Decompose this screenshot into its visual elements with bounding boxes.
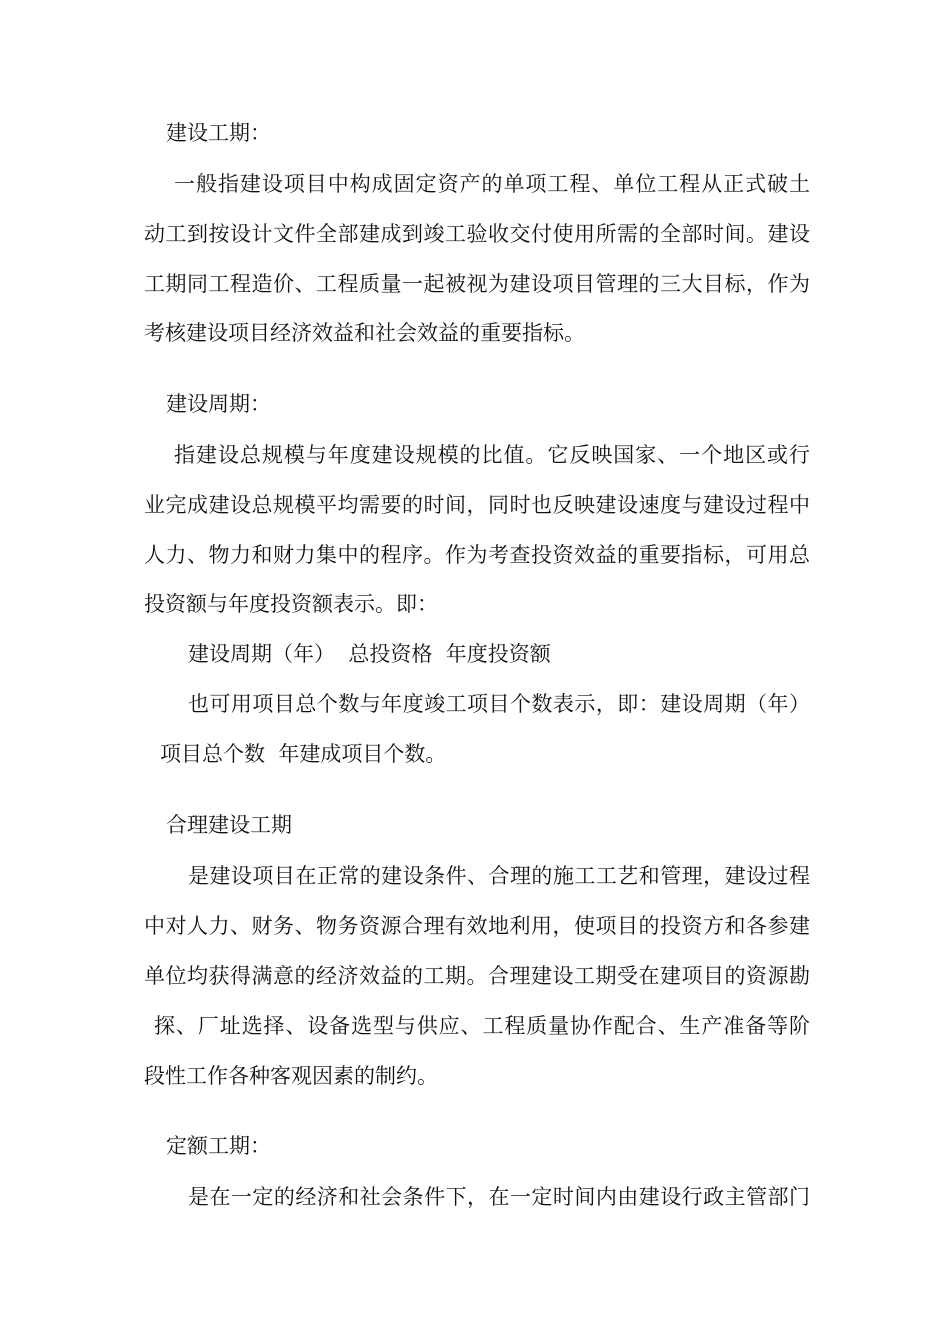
paragraph-line: 业完成建设总规模平均需要的时间，同时也反映建设速度与建设过程中 xyxy=(144,493,810,517)
paragraph-line: 也可用项目总个数与年度竣工项目个数表示，即：建设周期（年） xyxy=(188,692,810,716)
paragraph-line: 投资额与年度投资额表示。即： xyxy=(144,592,438,616)
paragraph-line: 探、厂址选择、设备选型与供应、工程质量协作配合、生产准备等阶 xyxy=(154,1014,810,1038)
paragraph-line: 工期同工程造价、工程质量一起被视为建设项目管理的三大目标，作为 xyxy=(144,272,810,296)
section-heading-quota-period: 定额工期： xyxy=(166,1134,271,1158)
formula-line: 项目总个数 年建成项目个数。 xyxy=(160,742,447,766)
paragraph-line: 一般指建设项目中构成固定资产的单项工程、单位工程从正式破土 xyxy=(174,172,810,196)
paragraph-line: 考核建设项目经济效益和社会效益的重要指标。 xyxy=(144,321,585,345)
paragraph-line: 动工到按设计文件全部建成到竣工验收交付使用所需的全部时间。建设 xyxy=(144,222,810,246)
paragraph-line: 指建设总规模与年度建设规模的比值。它反映国家、一个地区或行 xyxy=(174,443,810,467)
section-heading-construction-period: 建设工期： xyxy=(166,121,271,145)
section-heading-reasonable-period: 合理建设工期 xyxy=(166,813,292,837)
paragraph-line: 段性工作各种客观因素的制约。 xyxy=(144,1064,438,1088)
section-heading-construction-cycle: 建设周期： xyxy=(166,392,271,416)
paragraph-line: 是建设项目在正常的建设条件、合理的施工工艺和管理，建设过程 xyxy=(188,864,810,888)
paragraph-line: 中对人力、财务、物务资源合理有效地利用，使项目的投资方和各参建 xyxy=(144,914,810,938)
paragraph-line: 是在一定的经济和社会条件下，在一定时间内由建设行政主管部门 xyxy=(188,1185,810,1209)
paragraph-line: 人力、物力和财力集中的程序。作为考查投资效益的重要指标，可用总 xyxy=(144,543,810,567)
formula-line: 建设周期（年） 总投资格 年度投资额 xyxy=(188,642,551,666)
paragraph-line: 单位均获得满意的经济效益的工期。合理建设工期受在建项目的资源勘 xyxy=(144,964,810,988)
